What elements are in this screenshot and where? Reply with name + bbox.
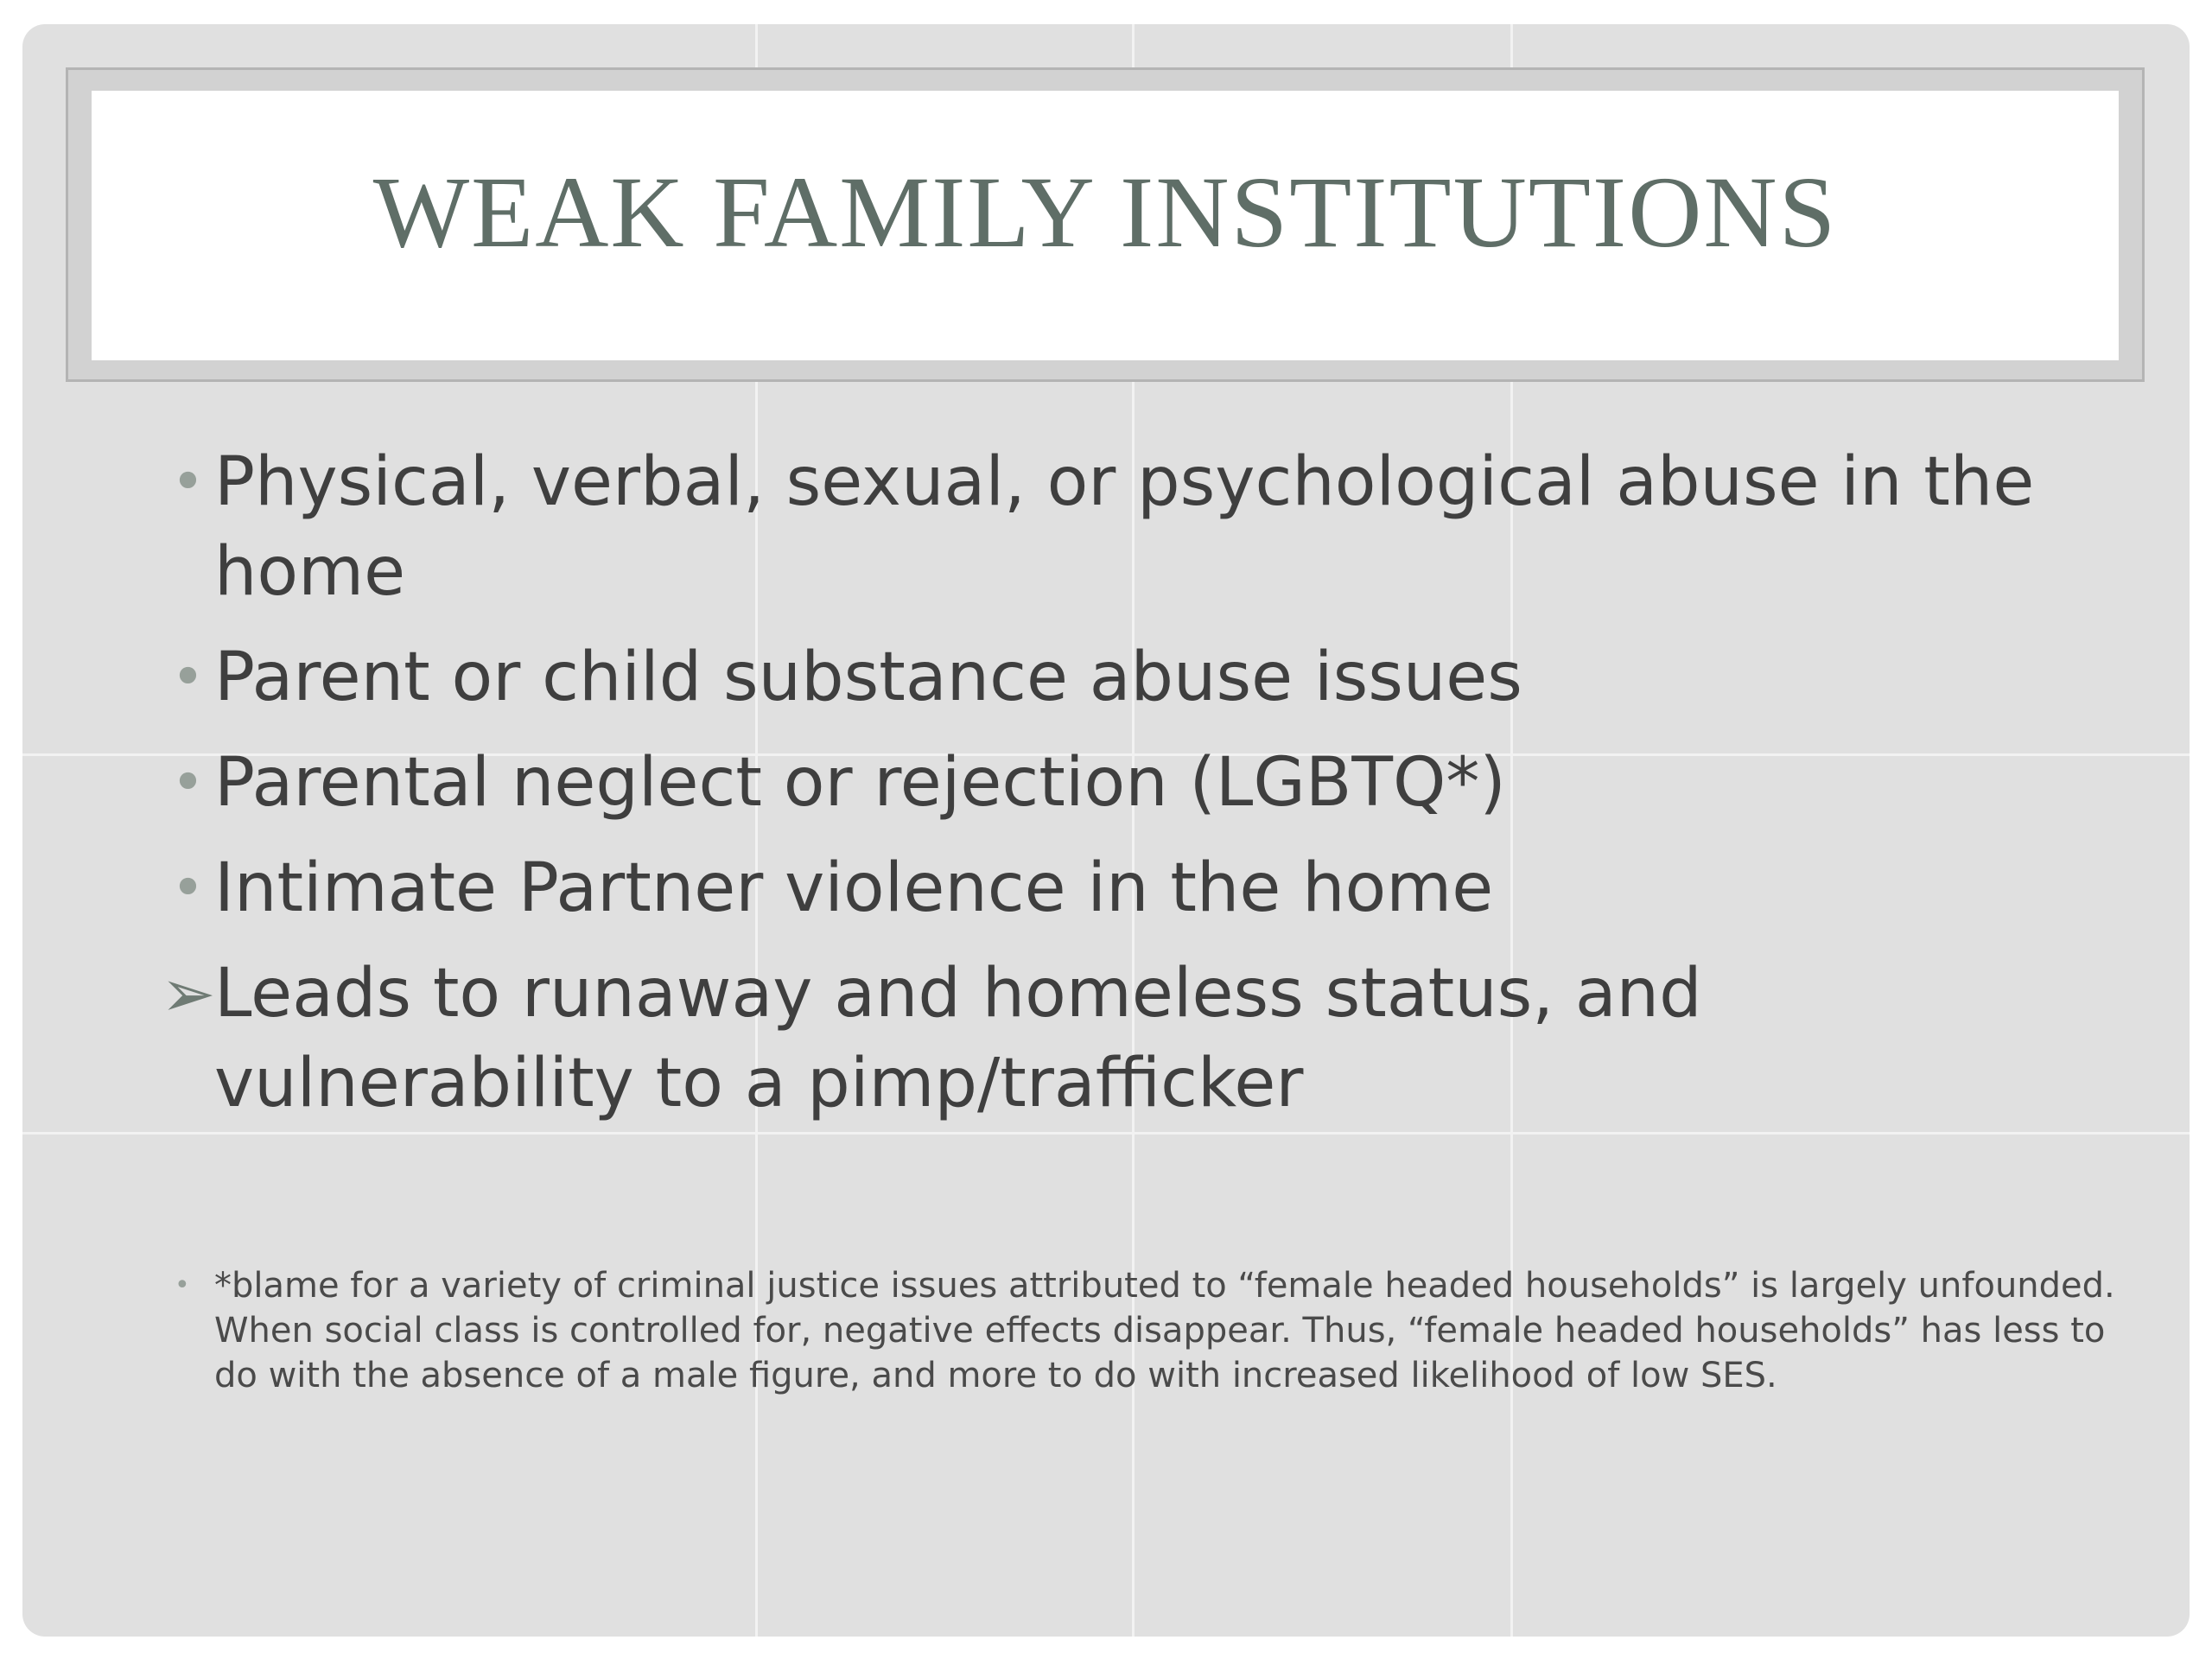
title-frame (66, 67, 2145, 382)
title-box (92, 91, 2119, 360)
bullet-dot-icon: • (175, 1270, 190, 1300)
bullet-text: Physical, verbal, sexual, or psychological abuse in the home (214, 443, 2035, 611)
slide-title: WEAK FAMILY INSTITUTIONS (372, 156, 1838, 269)
footnote-text: *blame for a variety of criminal justice issues attributed to “female headed households” is largely unfounded. When social class is controlled for, negative effects disappear. Thus, “female headed households” has less to do with the absence of a male figure, and more to do with increased likelihood of low SES. (214, 1266, 2115, 1395)
bullet-dot-icon: • (171, 644, 205, 710)
bullet-item (161, 437, 2113, 617)
bullet-dot-icon: • (171, 448, 205, 515)
slide (22, 24, 2190, 1637)
bullet-item (161, 843, 2113, 933)
bullet-text: Intimate Partner violence in the home (214, 849, 1494, 927)
bullet-text: Leads to runaway and homeless status, and vulnerability to a pimp/trafficker (214, 955, 1702, 1122)
bullet-dot-icon: • (171, 749, 205, 816)
bullet-text: Parent or child substance abuse issues (214, 639, 1522, 716)
bullet-list (161, 437, 2113, 1144)
bullet-item (161, 632, 2113, 722)
footnote (161, 1263, 2150, 1398)
arrow-bullet-icon: ➢ (161, 955, 216, 1032)
bullet-item (161, 738, 2113, 828)
bullet-item (161, 949, 2113, 1128)
bullet-text: Parental neglect or rejection (LGBTQ*) (214, 744, 1506, 822)
bullet-dot-icon: • (171, 855, 205, 921)
